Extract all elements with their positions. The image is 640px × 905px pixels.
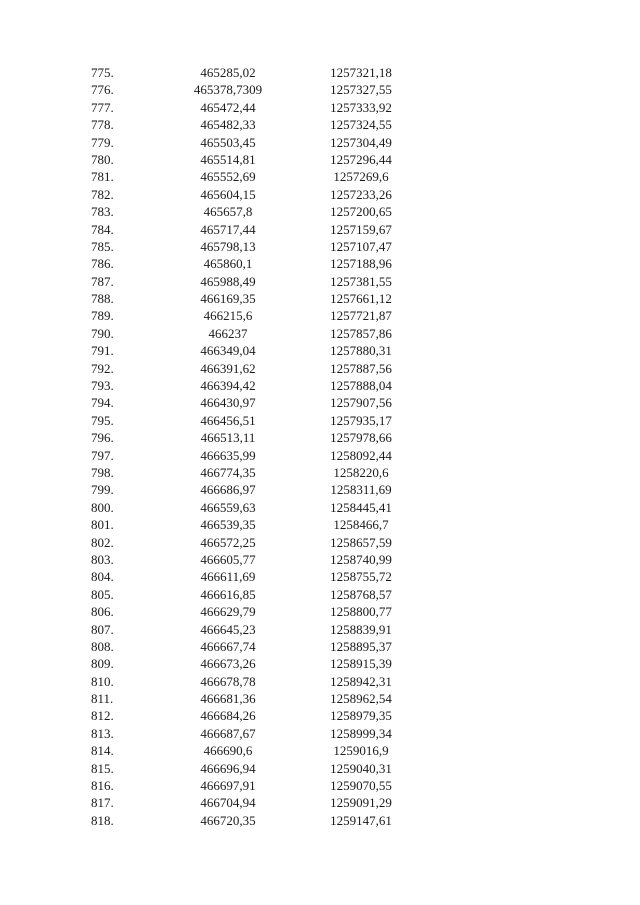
table-row [0,464,640,481]
y-coordinate-cell: 1257887,56 [330,360,392,376]
x-coordinate-cell: 465482,33 [200,117,256,133]
table-row [0,325,640,342]
table-row [0,238,640,255]
row-number-cell: 781. [91,169,114,185]
y-coordinate-cell: 1258942,31 [330,673,392,689]
x-coordinate-cell: 465472,44 [200,99,256,115]
row-number-cell: 812. [91,708,114,724]
table-row [0,221,640,238]
row-number-cell: 778. [91,117,114,133]
row-number-cell: 798. [91,464,114,480]
table-row [0,794,640,811]
x-coordinate-cell: 465717,44 [200,221,256,237]
table-row [0,116,640,133]
row-number-cell: 817. [91,795,114,811]
table-row [0,621,640,638]
y-coordinate-cell: 1258999,34 [330,725,392,741]
y-coordinate-cell: 1257107,47 [330,238,392,254]
y-coordinate-cell: 1259016,9 [333,743,389,759]
x-coordinate-cell: 466605,77 [200,551,256,567]
x-coordinate-cell: 465503,45 [200,134,256,150]
y-coordinate-cell: 1258839,91 [330,621,392,637]
x-coordinate-cell: 465657,8 [203,204,253,220]
x-coordinate-cell: 466681,36 [200,691,256,707]
table-row [0,638,640,655]
row-number-cell: 786. [91,256,114,272]
y-coordinate-cell: 1257857,86 [330,325,392,341]
x-coordinate-cell: 466704,94 [200,795,256,811]
y-coordinate-cell: 1258220,6 [333,464,389,480]
row-number-cell: 806. [91,604,114,620]
y-coordinate-cell: 1257327,55 [330,82,392,98]
table-row [0,429,640,446]
table-row [0,81,640,98]
y-coordinate-cell: 1259147,61 [330,812,392,828]
x-coordinate-cell: 466667,74 [200,638,256,654]
table-row [0,64,640,81]
row-number-cell: 815. [91,760,114,776]
row-number-cell: 787. [91,273,114,289]
y-coordinate-cell: 1258311,69 [330,482,392,498]
row-number-cell: 791. [91,343,114,359]
y-coordinate-cell: 1257333,92 [330,99,392,115]
x-coordinate-cell: 466616,85 [200,586,256,602]
row-number-cell: 782. [91,186,114,202]
row-number-cell: 808. [91,638,114,654]
table-row [0,655,640,672]
table-row [0,690,640,707]
x-coordinate-cell: 466349,04 [200,343,256,359]
y-coordinate-cell: 1258445,41 [330,499,392,515]
row-number-cell: 803. [91,551,114,567]
y-coordinate-cell: 1257233,26 [330,186,392,202]
x-coordinate-cell: 465378,7309 [193,82,263,98]
x-coordinate-cell: 466237 [208,325,248,341]
row-number-cell: 775. [91,65,114,80]
table-row [0,725,640,742]
row-number-cell: 797. [91,447,114,463]
y-coordinate-cell: 1259091,29 [330,795,392,811]
x-coordinate-cell: 466394,42 [200,378,256,394]
table-row [0,534,640,551]
table-row [0,551,640,568]
y-coordinate-cell: 1257304,49 [330,134,392,150]
x-coordinate-cell: 466559,63 [200,499,256,515]
x-coordinate-cell: 466629,79 [200,604,256,620]
x-coordinate-cell: 466678,78 [200,673,256,689]
table-row [0,447,640,464]
table-row [0,586,640,603]
y-coordinate-cell: 1258466,7 [333,517,389,533]
y-coordinate-cell: 1258895,37 [330,638,392,654]
row-number-cell: 814. [91,743,114,759]
x-coordinate-cell: 466611,69 [200,569,256,585]
y-coordinate-cell: 1258092,44 [330,447,392,463]
x-coordinate-cell: 466169,35 [200,291,256,307]
table-row [0,673,640,690]
y-coordinate-cell: 1258740,99 [330,551,392,567]
y-coordinate-cell: 1258755,72 [330,569,392,585]
row-number-cell: 795. [91,412,114,428]
table-row [0,134,640,151]
x-coordinate-cell: 465604,15 [200,186,256,202]
x-coordinate-cell: 466686,97 [200,482,256,498]
table-row [0,377,640,394]
row-number-cell: 783. [91,204,114,220]
x-coordinate-cell: 466696,94 [200,760,256,776]
y-coordinate-cell: 1258979,35 [330,708,392,724]
row-number-cell: 784. [91,221,114,237]
table-row [0,412,640,429]
table-row [0,603,640,620]
x-coordinate-cell: 466687,67 [200,725,256,741]
row-number-cell: 813. [91,725,114,741]
y-coordinate-cell: 1257296,44 [330,151,392,167]
table-row [0,290,640,307]
x-coordinate-cell: 466720,35 [200,812,256,828]
x-coordinate-cell: 465514,81 [200,151,256,167]
row-number-cell: 805. [91,586,114,602]
x-coordinate-cell: 465860,1 [203,256,253,272]
x-coordinate-cell: 466635,99 [200,447,256,463]
table-row [0,203,640,220]
table-row [0,186,640,203]
y-coordinate-cell: 1258768,57 [330,586,392,602]
x-coordinate-cell: 465798,13 [200,238,256,254]
x-coordinate-cell: 466430,97 [200,395,256,411]
table-row [0,307,640,324]
y-coordinate-cell: 1257200,65 [330,204,392,220]
y-coordinate-cell: 1257188,96 [330,256,392,272]
y-coordinate-cell: 1257907,56 [330,395,392,411]
row-number-cell: 811. [91,691,114,707]
coordinate-table [0,64,640,829]
row-number-cell: 818. [91,812,114,828]
x-coordinate-cell: 466215,6 [203,308,253,324]
row-number-cell: 801. [91,517,114,533]
table-row [0,707,640,724]
table-row [0,777,640,794]
y-coordinate-cell: 1258657,59 [330,534,392,550]
row-number-cell: 789. [91,308,114,324]
row-number-cell: 804. [91,569,114,585]
row-number-cell: 793. [91,378,114,394]
row-number-cell: 796. [91,430,114,446]
x-coordinate-cell: 466539,35 [200,517,256,533]
x-coordinate-cell: 466684,26 [200,708,256,724]
table-row [0,812,640,829]
table-row [0,760,640,777]
table-row [0,360,640,377]
row-number-cell: 807. [91,621,114,637]
table-row [0,481,640,498]
table-row [0,394,640,411]
y-coordinate-cell: 1259070,55 [330,778,392,794]
table-row [0,168,640,185]
y-coordinate-cell: 1258962,54 [330,691,392,707]
table-row [0,255,640,272]
x-coordinate-cell: 466697,91 [200,778,256,794]
table-row [0,273,640,290]
row-number-cell: 779. [91,134,114,150]
row-number-cell: 777. [91,99,114,115]
y-coordinate-cell: 1259040,31 [330,760,392,776]
row-number-cell: 809. [91,656,114,672]
y-coordinate-cell: 1257888,04 [330,378,392,394]
row-number-cell: 790. [91,325,114,341]
table-row [0,742,640,759]
x-coordinate-cell: 466513,11 [200,430,256,446]
x-coordinate-cell: 465552,69 [200,169,256,185]
row-number-cell: 816. [91,778,114,794]
x-coordinate-cell: 465285,02 [200,65,256,80]
row-number-cell: 800. [91,499,114,515]
table-row [0,151,640,168]
row-number-cell: 794. [91,395,114,411]
row-number-cell: 799. [91,482,114,498]
table-row [0,99,640,116]
row-number-cell: 788. [91,291,114,307]
x-coordinate-cell: 466572,25 [200,534,256,550]
table-row [0,499,640,516]
y-coordinate-cell: 1258915,39 [330,656,392,672]
table-row [0,568,640,585]
x-coordinate-cell: 466690,6 [203,743,253,759]
x-coordinate-cell: 466673,26 [200,656,256,672]
row-number-cell: 785. [91,238,114,254]
y-coordinate-cell: 1257324,55 [330,117,392,133]
y-coordinate-cell: 1257321,18 [330,65,392,80]
x-coordinate-cell: 466645,23 [200,621,256,637]
y-coordinate-cell: 1257159,67 [330,221,392,237]
row-number-cell: 802. [91,534,114,550]
x-coordinate-cell: 466456,51 [200,412,256,428]
x-coordinate-cell: 465988,49 [200,273,256,289]
y-coordinate-cell: 1257880,31 [330,343,392,359]
y-coordinate-cell: 1257935,17 [330,412,392,428]
x-coordinate-cell: 466774,35 [200,464,256,480]
table-row [0,342,640,359]
row-number-cell: 792. [91,360,114,376]
row-number-cell: 810. [91,673,114,689]
y-coordinate-cell: 1257381,55 [330,273,392,289]
y-coordinate-cell: 1257978,66 [330,430,392,446]
table-row [0,516,640,533]
row-number-cell: 780. [91,151,114,167]
y-coordinate-cell: 1258800,77 [330,604,392,620]
y-coordinate-cell: 1257269,6 [333,169,389,185]
x-coordinate-cell: 466391,62 [200,360,256,376]
y-coordinate-cell: 1257721,87 [330,308,392,324]
row-number-cell: 776. [91,82,114,98]
y-coordinate-cell: 1257661,12 [330,291,392,307]
